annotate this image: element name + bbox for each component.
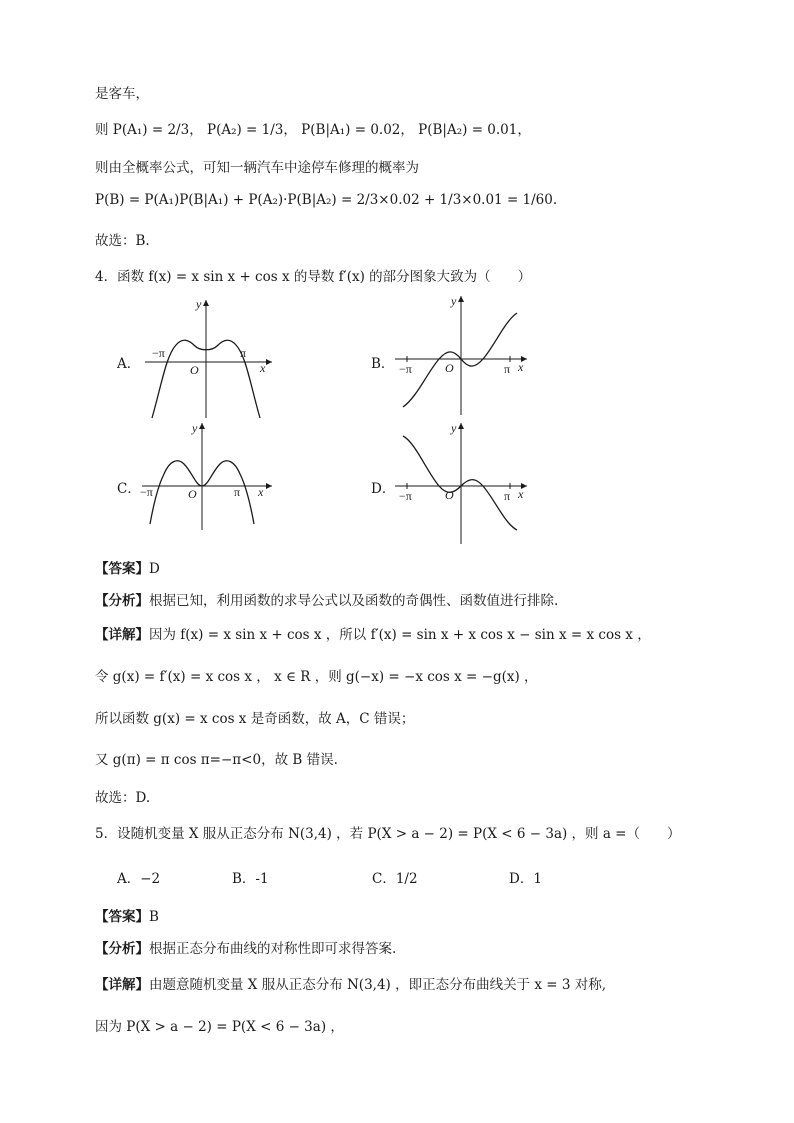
detail-line: 又 g(π) = π cos π=−π<0，故 B 错误.	[95, 752, 338, 768]
analysis-line	[95, 937, 396, 957]
detail-tag: 【详解】	[95, 627, 149, 643]
neg-pi-label: −π	[399, 362, 412, 376]
option-a-label: A．	[117, 356, 141, 372]
analysis-text: 根据正态分布曲线的对称性即可求得答案.	[149, 941, 397, 957]
detail-line: 故选：D.	[95, 790, 151, 806]
formula-line: 则 P(A₁) = 2/3， P(A₂) = 1/3， P(B|A₁) = 0.02， P(B|A₂) = 0.01，	[95, 122, 531, 138]
graph-b	[395, 293, 535, 421]
analysis-tag: 【分析】	[95, 941, 149, 957]
origin-label: O	[445, 488, 454, 502]
analysis-line	[95, 589, 558, 609]
pi-label: π	[504, 362, 511, 376]
detail-line: 因为 P(X > a − 2) = P(X < 6 − 3a) ，	[95, 1019, 344, 1035]
detail-text: 因为 f(x) = x sin x + cos x ，所以 f′(x) = sin x + x cos x − sin x = x cos x ，	[149, 627, 651, 643]
y-axis-label: y	[451, 421, 457, 435]
y-axis-label: y	[196, 298, 202, 311]
pi-label: π	[234, 485, 241, 499]
y-axis-label: y	[192, 421, 198, 435]
option-a: A．−2	[117, 871, 161, 887]
detail-tag: 【详解】	[95, 977, 149, 993]
answer-line	[95, 557, 160, 577]
detail-line	[95, 973, 606, 993]
x-axis-label: x	[518, 360, 524, 374]
option-d-label: D．	[371, 481, 396, 497]
graph-d	[395, 420, 535, 550]
option-b: B．-1	[232, 871, 269, 887]
x-axis-label: x	[258, 485, 264, 499]
text-line: 则由全概率公式，可知一辆汽车中途停车修理的概率为	[95, 160, 419, 176]
formula-line: P(B) = P(A₁)P(B|A₁) + P(A₂)·P(B|A₂) = 2/3×0.02 + 1/3×0.01 = 1/60.	[95, 192, 558, 208]
origin-label: O	[445, 361, 454, 375]
y-axis-label: y	[451, 294, 457, 308]
analysis-tag: 【分析】	[95, 593, 149, 609]
detail-line: 令 g(x) = f′(x) = x cos x ， x ∈ R ，则 g(−x) = −x cos x = −g(x) ，	[95, 669, 538, 685]
answer-line	[95, 905, 159, 925]
option-c-label: C．	[117, 481, 141, 497]
question-5: 5．设随机变量 X 服从正态分布 N(3,4) ，若 P(X > a − 2) = P(X < 6 − 3a) ，则 a =（ ）	[95, 826, 681, 842]
detail-line: 所以函数 g(x) = x cos x 是奇函数，故 A，C 错误；	[95, 711, 415, 727]
option-c: C．1/2	[372, 871, 418, 887]
graph-c	[138, 420, 278, 536]
analysis-text: 根据已知，利用函数的求导公式以及函数的奇偶性、函数值进行排除.	[149, 593, 559, 609]
answer-tag: 【答案】	[95, 909, 149, 925]
neg-pi-label: −π	[140, 485, 153, 499]
pi-label: π	[240, 346, 247, 360]
origin-label: O	[188, 487, 197, 501]
option-d: D．1	[509, 871, 542, 887]
answer-tag: 【答案】	[95, 561, 149, 577]
origin-label: O	[190, 363, 199, 377]
pi-label: π	[504, 489, 511, 503]
neg-pi-label: −π	[152, 346, 165, 360]
x-axis-label: x	[518, 487, 524, 501]
graph-a	[140, 298, 280, 426]
option-b-label: B．	[371, 356, 395, 372]
answer-value: D	[149, 561, 160, 577]
text-line: 故选：B.	[95, 233, 150, 249]
question-4: 4．函数 f(x) = x sin x + cos x 的导数 f′(x) 的部分图象大致为（ ）	[95, 269, 532, 285]
x-axis-label: x	[260, 361, 266, 375]
text-line: 是客车，	[95, 86, 149, 102]
detail-text: 由题意随机变量 X 服从正态分布 N(3,4) ，即正态分布曲线关于 x = 3 对称,	[149, 977, 607, 993]
detail-line	[95, 623, 651, 643]
neg-pi-label: −π	[399, 489, 412, 503]
answer-value: B	[149, 909, 159, 925]
